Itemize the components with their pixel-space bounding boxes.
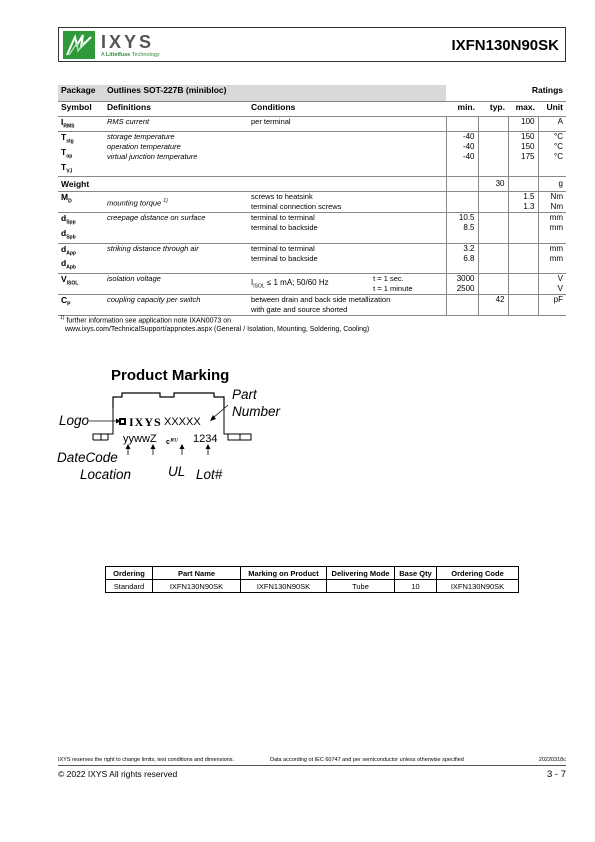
symbol-cp: $C_P$ — [58, 295, 104, 316]
header-max: max. — [508, 101, 538, 116]
max-value — [508, 274, 538, 295]
footer-copyright: © 2022 IXYS All rights reserved — [58, 769, 178, 779]
ul-label: UL — [168, 464, 186, 479]
header-symbol: Symbol — [58, 101, 104, 116]
header-min: min. — [446, 101, 478, 116]
ordering-header: Marking on Product — [241, 567, 327, 580]
max-value — [508, 243, 538, 273]
symbol-irms: $I_{RMS}$ — [58, 116, 104, 132]
typ-value — [478, 243, 508, 273]
symbol-visol: $V_{ISOL}$ — [58, 274, 104, 295]
number-label: Number — [232, 404, 281, 419]
min-value: 10.5 8.5 — [446, 213, 478, 243]
typ-value — [478, 132, 508, 177]
ratings-table — [58, 85, 566, 316]
symbol-creepage: $d_{Spp}$ $d_{Spb}$ — [58, 213, 104, 243]
table-row — [58, 213, 566, 243]
condition: $I_{ISOL} \le 1$ mA; 50/60 Hz t = 1 sec. t = 1 minute — [248, 274, 446, 295]
typ-value: 30 — [478, 177, 508, 192]
footer-divider — [58, 765, 566, 766]
ordering-cell: IXFN130N90SK — [437, 580, 519, 593]
unit-value: mm mm — [538, 243, 566, 273]
condition — [248, 132, 446, 177]
weight-label: Weight — [58, 177, 104, 192]
ordering-header: Ordering Code — [437, 567, 519, 580]
typ-value — [478, 192, 508, 213]
unit-value: A — [538, 116, 566, 132]
unit-value: pF — [538, 295, 566, 316]
symbol-md: $M_D$ — [58, 192, 104, 213]
ordering-cell: IXFN130N90SK — [241, 580, 327, 593]
max-value: 1.5 1.3 — [508, 192, 538, 213]
unit-value: °C °C °C — [538, 132, 566, 177]
max-value — [508, 177, 538, 192]
definition: RMS current — [104, 116, 248, 132]
definition: mounting torque $^{1)}$ — [104, 192, 248, 213]
table-row — [106, 580, 519, 593]
max-value: 150 150 175 — [508, 132, 538, 177]
chip-lot-text: 1234 — [193, 433, 218, 445]
page-header — [58, 27, 566, 62]
table-row — [58, 243, 566, 273]
part-label: Part — [232, 387, 257, 402]
location-label: Location — [80, 467, 132, 482]
symbol-striking: $d_{App}$ $d_{Apb}$ — [58, 243, 104, 273]
chip-part-text: XXXXX — [164, 416, 201, 428]
condition: terminal to terminal terminal to backside — [248, 213, 446, 243]
definition: storage temperature operation temperature virtual junction temperature — [104, 132, 248, 177]
unit-value: mm mm — [538, 213, 566, 243]
header-conditions: Conditions — [248, 101, 446, 116]
svg-text:ᴿᵁ: ᴿᵁ — [170, 436, 178, 446]
min-value: 3000 2500 — [446, 274, 478, 295]
ul-icon: c — [166, 439, 170, 446]
brand-subtitle: A Littelfuse Technology — [101, 52, 160, 58]
footer-iec-note: Data according ot IEC 60747 and per semiconductor unless otherwise specified — [270, 757, 464, 763]
unit-value: Nm Nm — [538, 192, 566, 213]
chip-brand-text: IXYS — [129, 415, 162, 429]
ordering-header-row — [106, 567, 519, 580]
package-row — [58, 85, 566, 101]
definition: striking distance through air — [104, 243, 248, 273]
table-row — [58, 295, 566, 316]
typ-value — [478, 116, 508, 132]
ordering-cell: Tube — [327, 580, 395, 593]
package-value: Outlines SOT-227B (minibloc) — [104, 85, 446, 101]
min-value: 3.2 6.8 — [446, 243, 478, 273]
ordering-header: Base Qty — [395, 567, 437, 580]
header-definitions: Definitions — [104, 101, 248, 116]
ixys-logo-icon — [63, 31, 95, 59]
footer-disclaimer: IXYS reserves the right to change limits, test conditions and dimensions. — [58, 757, 235, 763]
part-pointer — [213, 405, 228, 418]
table-row — [58, 132, 566, 177]
datecode-pointer — [120, 449, 128, 455]
min-value — [446, 116, 478, 132]
brand-name: IXYS — [101, 32, 155, 52]
header-unit: Unit — [538, 101, 566, 116]
definition: coupling capacity per switch — [104, 295, 248, 316]
definition: creepage distance on surface — [104, 213, 248, 243]
table-row — [58, 177, 566, 192]
unit-value: g — [538, 177, 566, 192]
max-value — [508, 295, 538, 316]
location-pointer — [135, 449, 153, 455]
definition: isolation voltage — [104, 274, 248, 295]
min-value — [446, 177, 478, 192]
definition — [104, 177, 248, 192]
symbol-temperatures: $T_{stg}$ $T_{op}$ $T_{VJ}$ — [58, 132, 104, 177]
condition: per terminal — [248, 116, 446, 132]
table-row — [58, 192, 566, 213]
footer-date-code: 20220318c — [538, 757, 566, 763]
table-row — [58, 116, 566, 132]
logo-label: Logo — [59, 413, 90, 428]
ordering-cell: Standard — [106, 580, 153, 593]
chip-date-text: yywwZ — [123, 433, 157, 445]
page-number: 3 - 7 — [546, 769, 566, 780]
ordering-header: Part Name — [153, 567, 241, 580]
condition — [248, 177, 446, 192]
typ-value — [478, 274, 508, 295]
ordering-header: Ordering — [106, 567, 153, 580]
lot-label: Lot# — [196, 467, 223, 482]
product-marking-title: Product Marking — [111, 367, 230, 384]
ratings-label: Ratings — [531, 85, 563, 95]
ordering-header: Delivering Mode — [327, 567, 395, 580]
max-value — [508, 213, 538, 243]
ordering-cell: 10 — [395, 580, 437, 593]
datecode-label: DateCode — [57, 450, 118, 465]
condition: terminal to terminal terminal to backside — [248, 243, 446, 273]
table-row — [58, 274, 566, 295]
max-value: 100 — [508, 116, 538, 132]
typ-value — [478, 213, 508, 243]
ordering-cell: IXFN130N90SK — [153, 580, 241, 593]
footnote: $^{1)}$ further information see application note IXAN0073 on www.ixys.com/TechnicalSupport/appnotes.aspx (General / Isolation, Mounting, Soldering, Cooling) — [60, 315, 370, 334]
min-value — [446, 295, 478, 316]
header-typ: typ. — [478, 101, 508, 116]
min-value — [446, 192, 478, 213]
unit-value: V V — [538, 274, 566, 295]
min-value: -40 -40 -40 — [446, 132, 478, 177]
condition: between drain and back side metallization with gate and source shorted — [248, 295, 446, 316]
condition: screws to heatsink terminal connection screws — [248, 192, 446, 213]
package-label: Package — [58, 85, 104, 101]
table-header-row — [58, 101, 566, 116]
ordering-table — [105, 566, 519, 593]
part-number-title: IXFN130N90SK — [451, 37, 559, 54]
typ-value: 42 — [478, 295, 508, 316]
